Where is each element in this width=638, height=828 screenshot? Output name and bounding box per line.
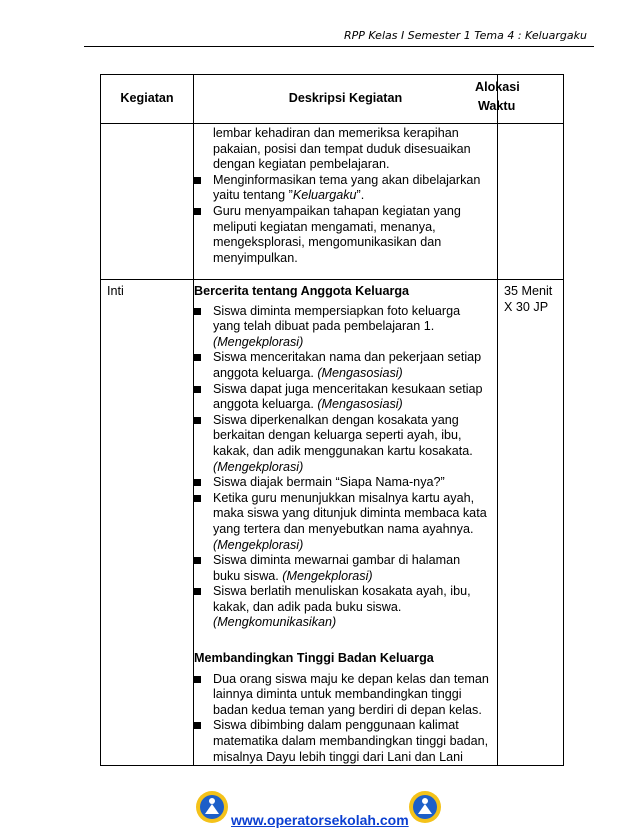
list-item-line: Siswa diperkenalkan dengan kosakata yang: [213, 412, 459, 427]
square-bullet-icon: [194, 676, 201, 683]
list-item: [194, 204, 494, 266]
list-item-line: maka siswa yang ditunjuk diminta membaca kata: [213, 506, 487, 521]
list-item: [194, 382, 494, 413]
header-alokasi-line2: Waktu: [478, 99, 516, 113]
list-item-line: Guru menyampaikan tahapan kegiatan yang: [213, 203, 461, 218]
list-item-line: misalnya Dayu lebih tinggi dari Lani dan Lani: [213, 749, 463, 764]
list-item-line: Siswa berlatih menuliskan kosakata ayah, ibu,: [213, 584, 471, 599]
header-deskripsi: Deskripsi Kegiatan: [194, 75, 498, 124]
tut-wuri-logo-icon: [408, 790, 442, 824]
section2-item-list: [194, 672, 497, 766]
list-item-line: anggota keluarga. (Mengasosiasi): [213, 365, 403, 380]
list-item: [194, 304, 494, 351]
prev-continuation: [194, 126, 497, 173]
list-item: [194, 475, 494, 491]
square-bullet-icon: [194, 722, 201, 729]
list-item-line: buku siswa. (Mengekplorasi): [213, 568, 373, 583]
table-row-inti: [101, 280, 564, 766]
square-bullet-icon: [194, 177, 201, 184]
prev-deskripsi-cell: [194, 124, 498, 280]
continuation-line: dengan kegiatan pembelajaran.: [213, 157, 390, 172]
square-bullet-icon: [194, 557, 201, 564]
list-item: [194, 584, 494, 631]
list-item-line: Siswa diminta mempersiapkan foto keluarga: [213, 303, 461, 318]
square-bullet-icon: [194, 354, 201, 361]
section2-title: Membandingkan Tinggi Badan Keluarga: [194, 651, 434, 666]
list-item-line: yang telah dibuat pada pembelajaran 1.: [213, 319, 435, 334]
list-item-line: Siswa menceritakan nama dan pekerjaan setiap: [213, 350, 482, 365]
list-item: [194, 350, 494, 381]
prev-item-list: [194, 173, 497, 267]
list-item-line: badan kedua teman yang berdiri di depan kelas.: [213, 702, 482, 717]
header-alokasi-line1: Alokasi: [475, 80, 520, 94]
continuation-line: lembar kehadiran dan memeriksa kerapihan: [213, 126, 459, 140]
inti-deskripsi-cell: [194, 280, 498, 766]
section1-item-list: [194, 304, 497, 631]
list-item-line: berkaitan dengan keluarga seperti ayah, ibu,: [213, 428, 462, 443]
list-item-line: mengeksplorasi, mengomunikasikan dan: [213, 235, 442, 250]
list-item-line: menyimpulkan.: [213, 250, 298, 265]
prev-waktu-cell: [498, 124, 564, 280]
list-item: [194, 718, 494, 765]
list-item-line: matematika dalam membandingkan tinggi badan,: [213, 734, 489, 749]
list-item: [194, 491, 494, 553]
table-row-pendahuluan-cont: [101, 124, 564, 280]
list-item: [194, 173, 494, 204]
list-item-line: (Mengekplorasi): [213, 334, 304, 349]
square-bullet-icon: [194, 479, 201, 486]
list-item-line: meliputi kegiatan mengamati, menanya,: [213, 219, 436, 234]
list-item-line: Siswa dapat juga menceritakan kesukaan setiap: [213, 381, 483, 396]
list-item-line: lainnya diminta untuk membandingkan tinggi: [213, 687, 462, 702]
list-item-line: (Mengkomunikasikan): [213, 615, 337, 630]
list-item-line: Siswa dibimbing dalam penggunaan kalimat: [213, 718, 459, 733]
list-item: [194, 553, 494, 584]
list-item-line: (Mengekplorasi): [213, 537, 304, 552]
header-kegiatan: Kegiatan: [101, 75, 194, 124]
list-item-line: Ketika guru menunjukkan misalnya kartu ayah,: [213, 490, 475, 505]
list-item-line: kakak, dan adik menggunakan kartu kosakata.: [213, 443, 473, 458]
inti-waktu-cell: [498, 280, 564, 766]
inti-kegiatan-label: Inti: [107, 284, 124, 298]
square-bullet-icon: [194, 417, 201, 424]
table-header-row: [101, 75, 564, 124]
list-item-line: (Mengekplorasi): [213, 459, 304, 474]
header-rule: [84, 46, 594, 47]
square-bullet-icon: [194, 495, 201, 502]
list-item-line: kakak, dan adik pada buku siswa.: [213, 599, 402, 614]
list-item: [194, 413, 494, 475]
list-item: [194, 672, 494, 719]
inti-kegiatan-cell: [101, 280, 194, 766]
prev-kegiatan-cell: [101, 124, 194, 280]
header-alokasi-waktu: [475, 75, 564, 124]
section1-title: Bercerita tentang Anggota Keluarga: [194, 284, 410, 298]
tut-wuri-logo-icon: [195, 790, 229, 824]
list-item-line: yang tertera dan menyebutkan nama ayahnya.: [213, 521, 474, 536]
list-item-line: Menginformasikan tema yang akan dibelajarkan: [213, 172, 481, 187]
square-bullet-icon: [194, 308, 201, 315]
list-item-line: anggota keluarga. (Mengasosiasi): [213, 397, 403, 412]
inti-waktu-line2: X 30 JP: [504, 299, 549, 314]
inti-waktu-line1: 35 Menit: [504, 284, 553, 298]
rpp-table: [100, 74, 564, 766]
running-header: RPP Kelas I Semester 1 Tema 4 : Keluargaku: [343, 29, 587, 42]
square-bullet-icon: [194, 386, 201, 393]
list-item-line: Dua orang siswa maju ke depan kelas dan teman: [213, 671, 489, 686]
list-item-line: Siswa diajak bermain “Siapa Nama-nya?”: [213, 475, 445, 490]
square-bullet-icon: [194, 588, 201, 595]
continuation-line: pakaian, posisi dan tempat duduk disesuaikan: [213, 141, 471, 156]
square-bullet-icon: [194, 208, 201, 215]
footer-website-link[interactable]: www.operatorsekolah.com: [231, 812, 409, 828]
list-item-line: yaitu tentang ”Keluargaku”.: [213, 188, 365, 203]
list-item-line: Siswa diminta mewarnai gambar di halaman: [213, 553, 461, 568]
